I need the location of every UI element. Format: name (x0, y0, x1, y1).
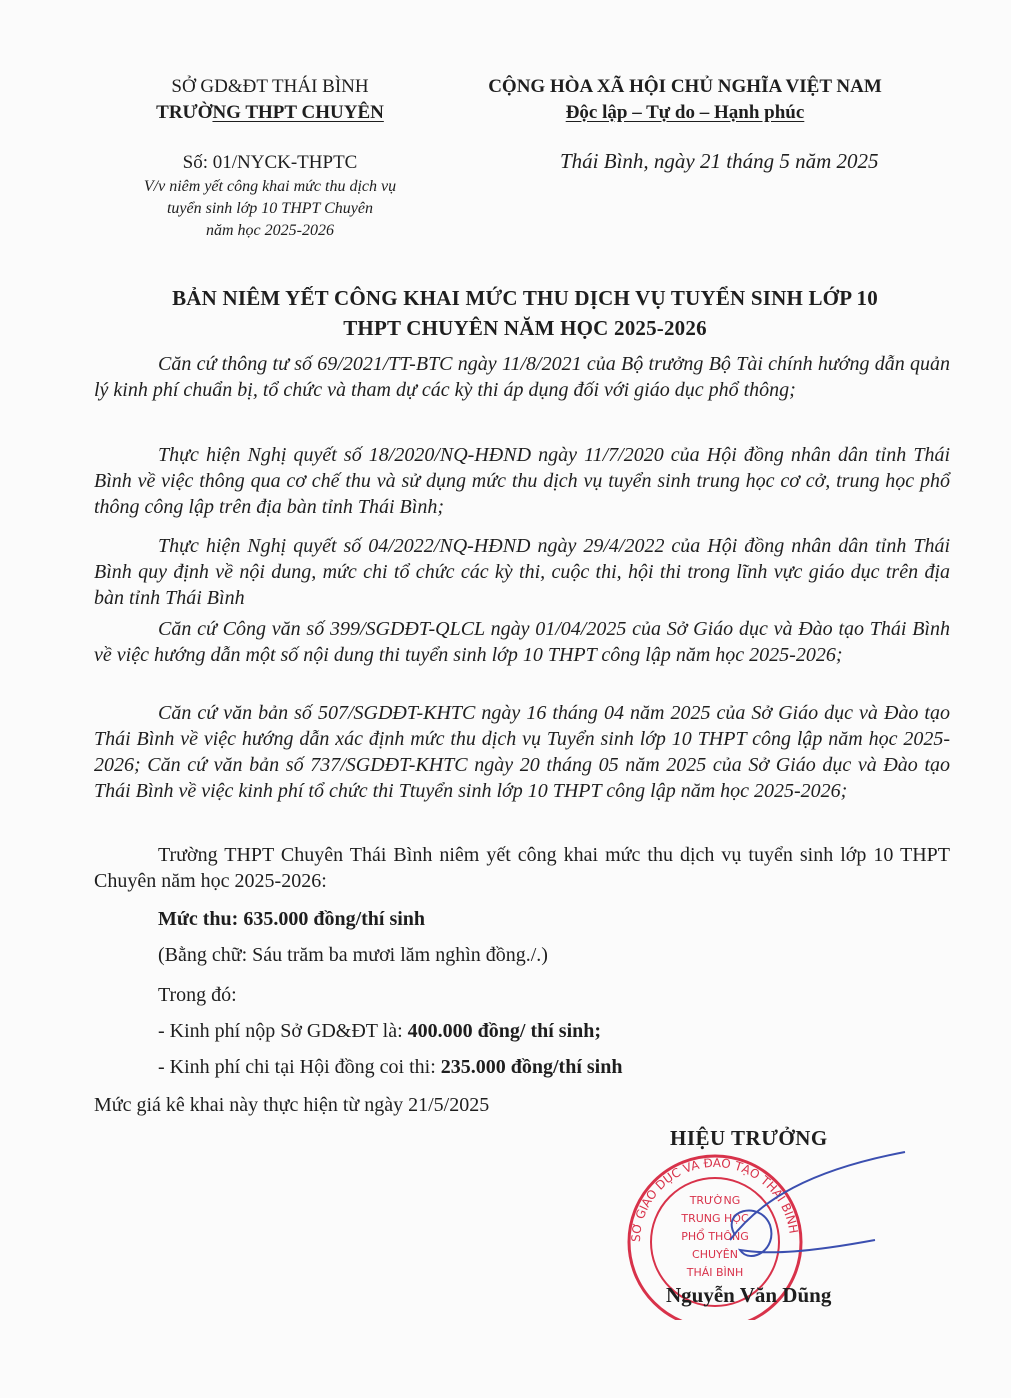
title-line: BẢN NIÊM YẾT CÔNG KHAI MỨC THU DỊCH VỤ TUYỂN SINH LỚP 10 (172, 286, 878, 310)
signer-name: Nguyễn Văn Dũng (666, 1283, 832, 1307)
seal-inner-line: TRƯỜNG (689, 1194, 741, 1207)
header-right (445, 74, 925, 126)
legal-basis-4: Căn cứ Công văn số 399/SGDĐT-QLCL ngày 01/04/2025 của Sở Giáo dục và Đào tạo Thái Bình về việc hướng dẫn một số nội dung thi tuyển sinh lớp 10 THPT công lập năm học 2025-2026; (94, 618, 950, 666)
seal-inner-line: CHUYÊN (692, 1248, 738, 1261)
header-left (95, 74, 445, 126)
signer-title: HIỆU TRƯỞNG (670, 1126, 828, 1150)
seal-inner-line: TRUNG HỌC (681, 1212, 749, 1225)
motto (445, 100, 925, 126)
doc-subject-line: tuyển sinh lớp 10 THPT Chuyên (166, 200, 373, 217)
fee-item-amount: 235.000 đồng/thí sinh (440, 1056, 623, 1078)
place-date: Thái Bình, ngày 21 tháng 5 năm 2025 (560, 149, 879, 173)
seal-inner-line: THÁI BÌNH (686, 1266, 744, 1279)
fee-item-department (158, 1018, 601, 1044)
doc-number: Số: 01/NYCK-THPTC (182, 152, 358, 173)
doc-subject (95, 176, 445, 242)
motto-text: Độc lập – Tự do – Hạnh phúc (565, 102, 805, 123)
fee-item-amount: 400.000 đồng/ thí sinh; (407, 1020, 602, 1042)
document-title (60, 283, 990, 343)
legal-basis-2: Thực hiện Nghị quyết số 18/2020/NQ-HĐND ngày 11/7/2020 của Hội đồng nhân dân tỉnh Thái Bình về việc thông qua cơ chế thu và sử dụng mức thu dịch vụ tuyển sinh trung học cơ cở, trung học phổ thông công lập trên địa bàn tỉnh Thái Bình; (94, 444, 950, 518)
doc-subject-line: năm học 2025-2026 (206, 222, 334, 239)
school-name-prefix: TRƯỜ (156, 102, 213, 123)
legal-basis-3: Thực hiện Nghị quyết số 04/2022/NQ-HĐND ngày 29/4/2022 của Hội đồng nhân dân tỉnh Thái Bình quy định về nội dung, mức chi tổ chức các kỳ thi, cuộc thi, hội thi trong lĩnh vực giáo dục trên địa bàn tỉnh Thái Bình (94, 535, 950, 609)
breakdown-intro: Trong đó: (158, 984, 237, 1006)
fee-in-words: (Bằng chữ: Sáu trăm ba mươi lăm nghìn đồng./.) (158, 944, 548, 966)
fee-item-label: - Kinh phí nộp Sở GD&ĐT là: (158, 1020, 408, 1042)
effective-date: Mức giá kê khai này thực hiện từ ngày 21/5/2025 (94, 1094, 490, 1116)
school-name-rest: NG THPT CHUYÊN (212, 102, 384, 123)
announcement: Trường THPT Chuyên Thái Bình niêm yết công khai mức thu dịch vụ tuyển sinh lớp 10 THPT Chuyên năm học 2025-2026: (94, 844, 950, 892)
fee-item-council (158, 1054, 622, 1080)
nation-name: CỘNG HÒA XÃ HỘI CHỦ NGHĨA VIỆT NAM (488, 76, 882, 97)
fee-total: Mức thu: 635.000 đồng/thí sinh (158, 908, 426, 930)
fee-item-label: - Kinh phí chi tại Hội đồng coi thi: (158, 1056, 441, 1078)
seal-outer-text-path: SỞ GIÁO DỤC VÀ ĐÀO TẠO THÁI BÌNH (628, 1155, 801, 1243)
legal-basis-5: Căn cứ văn bản số 507/SGDĐT-KHTC ngày 16 tháng 04 năm 2025 của Sở Giáo dục và Đào tạo Thái Bình về việc hướng dẫn xác định mức thu dịch vụ Tuyển sinh lớp 10 THPT công lập năm học 2025-2026; Căn cứ văn bản số 737/SGDĐT-KHTC ngày 20 tháng 05 năm 2025 của Sở Giáo dục và Đào tạo Thái Bình về việc kinh phí tổ chức thi Ttuyển sinh lớp 10 THPT công lập năm học 2025-2026; (94, 702, 950, 802)
title-line: THPT CHUYÊN NĂM HỌC 2025-2026 (343, 316, 707, 340)
school-name (95, 100, 445, 126)
legal-basis-1: Căn cứ thông tư số 69/2021/TT-BTC ngày 11/8/2021 của Bộ trưởng Bộ Tài chính hướng dẫn quản lý kinh phí chuẩn bị, tổ chức và tham dự các kỳ thi áp dụng đối với giáo dục phổ thông; (94, 353, 950, 401)
doc-info (95, 150, 445, 242)
department-name: SỞ GD&ĐT THÁI BÌNH (171, 76, 369, 97)
seal-inner-line: PHỔ THÔNG (681, 1230, 749, 1243)
doc-subject-line: V/v niêm yết công khai mức thu dịch vụ (143, 178, 397, 195)
signature-stroke (732, 1211, 875, 1256)
